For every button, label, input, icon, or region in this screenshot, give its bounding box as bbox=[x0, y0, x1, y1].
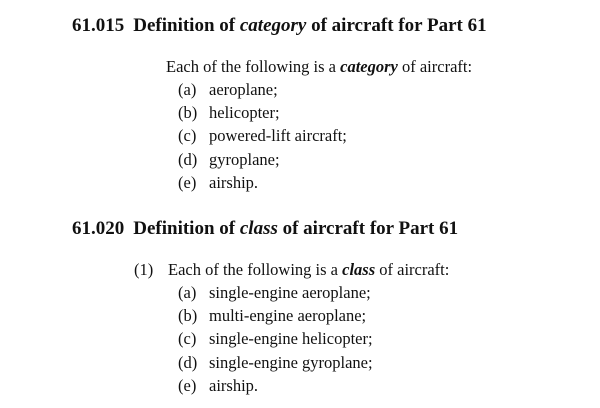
list-item bbox=[178, 148, 347, 171]
subsection-label: (1) bbox=[134, 260, 154, 279]
list-item-text: multi-engine aeroplane; bbox=[209, 306, 367, 326]
intro-text-start: Each of the following is a bbox=[168, 260, 343, 279]
list-item-label: (a) bbox=[178, 283, 197, 302]
list-item-label: (a) bbox=[178, 80, 197, 99]
list-item bbox=[178, 124, 347, 147]
intro-sentence bbox=[166, 55, 472, 78]
list-item-text: single-engine aeroplane; bbox=[209, 283, 371, 302]
list-item-text: powered-lift aircraft; bbox=[209, 126, 347, 146]
list-item-label: (b) bbox=[178, 306, 198, 326]
list-item-label: (c) bbox=[178, 126, 197, 146]
list-item bbox=[178, 281, 373, 304]
section-heading-61-020 bbox=[72, 217, 458, 241]
intro-emphasis: category bbox=[340, 57, 398, 76]
list-item-text: helicopter; bbox=[209, 103, 280, 123]
section-number: 61.015 bbox=[72, 15, 125, 36]
section-number: 61.020 bbox=[72, 218, 125, 239]
list-item-label: (d) bbox=[178, 149, 198, 169]
section-title-end: of aircraft for Part 61 bbox=[306, 15, 487, 36]
intro-emphasis: class bbox=[342, 260, 376, 279]
list-item-label: (d) bbox=[178, 352, 198, 372]
intro-text-end: of aircraft: bbox=[375, 260, 450, 279]
list-item-text: single-engine helicopter; bbox=[209, 329, 373, 349]
list-item bbox=[178, 171, 347, 194]
section-title-start: Definition of bbox=[133, 15, 240, 36]
class-list bbox=[178, 281, 373, 397]
list-item-text: gyroplane; bbox=[209, 149, 280, 169]
list-item-label: (b) bbox=[178, 103, 198, 123]
list-item bbox=[178, 374, 373, 397]
list-item bbox=[178, 78, 347, 101]
category-list bbox=[178, 78, 347, 194]
section-title-start: Definition of bbox=[133, 218, 240, 239]
section-title-end: of aircraft for Part 61 bbox=[277, 218, 459, 239]
list-item-label: (e) bbox=[178, 375, 197, 395]
list-item bbox=[178, 327, 373, 350]
list-item bbox=[178, 101, 347, 124]
list-item-label: (c) bbox=[178, 329, 197, 349]
intro-text-start: Each of the following is a bbox=[166, 57, 341, 76]
section-body-61-015 bbox=[166, 55, 472, 78]
section-title-emphasis: class bbox=[239, 218, 278, 239]
subsection-intro bbox=[134, 258, 449, 281]
list-item-text: single-engine gyroplane; bbox=[209, 352, 373, 372]
intro-text-end: of aircraft: bbox=[397, 57, 473, 76]
list-item-text: airship. bbox=[209, 172, 259, 192]
section-title-emphasis: category bbox=[239, 15, 307, 36]
section-body-61-020 bbox=[134, 258, 449, 281]
list-item bbox=[178, 304, 373, 327]
section-heading-61-015 bbox=[72, 14, 487, 38]
list-item-text: aeroplane; bbox=[209, 80, 278, 99]
list-item-label: (e) bbox=[178, 172, 197, 192]
list-item bbox=[178, 351, 373, 374]
list-item-text: airship. bbox=[209, 375, 259, 395]
